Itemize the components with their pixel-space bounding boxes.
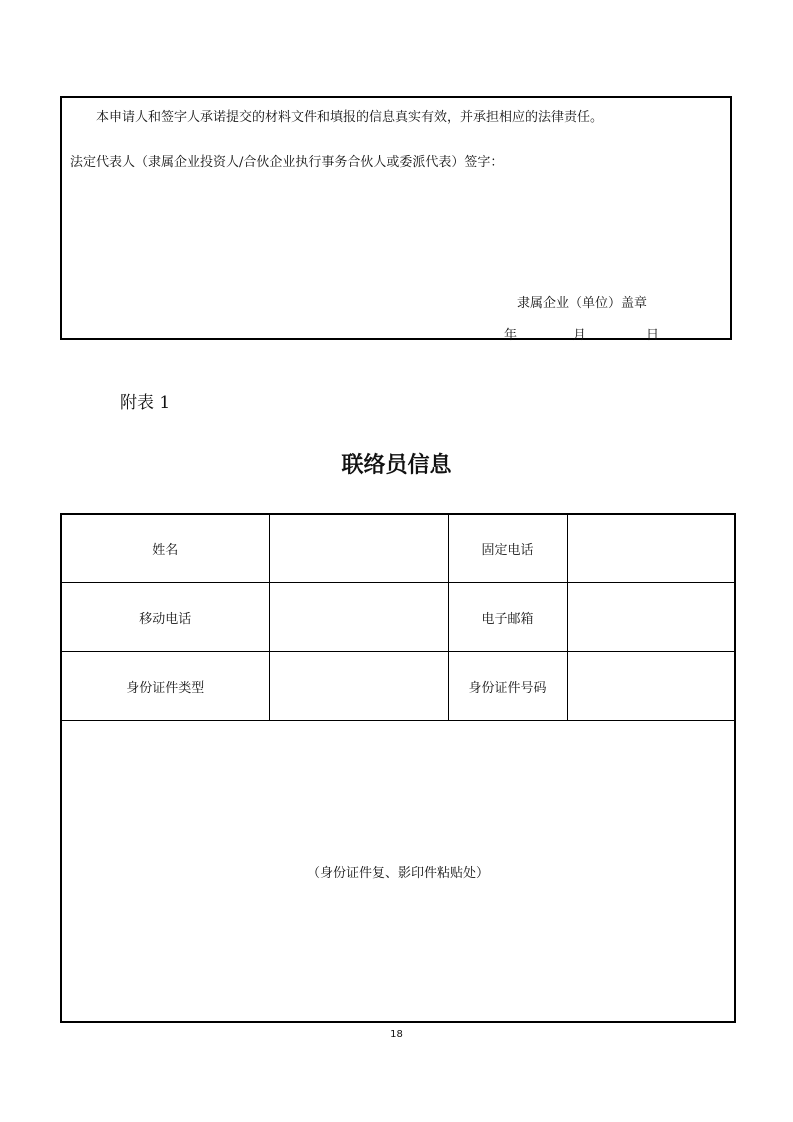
declaration-box: [60, 96, 732, 343]
table-row: [61, 721, 735, 1023]
appendix-label: 附表 1: [120, 393, 171, 413]
id-number-value[interactable]: [567, 652, 735, 721]
date-year-label: 年: [504, 328, 518, 343]
table-row: [61, 652, 735, 721]
form-title: 联络员信息: [341, 453, 452, 478]
id-type-label: 身份证件类型: [61, 652, 269, 721]
landline-label: 固定电话: [448, 514, 567, 583]
name-label: 姓名: [61, 514, 269, 583]
mobile-label: 移动电话: [61, 583, 269, 652]
seal-label: 隶属企业（单位）盖章: [517, 296, 648, 311]
id-copy-paste-area: （身份证件复、影印件粘贴处）: [61, 721, 735, 1023]
declaration-statement: 本申请人和签字人承诺提交的材料文件和填报的信息真实有效，并承担相应的法律责任。: [96, 110, 604, 125]
id-number-label: 身份证件号码: [448, 652, 567, 721]
email-label: 电子邮箱: [448, 583, 567, 652]
name-value[interactable]: [269, 514, 448, 583]
table-row: [61, 583, 735, 652]
date-day-label: 日: [646, 328, 660, 343]
contact-info-table: [60, 513, 736, 1023]
date-month-label: 月: [573, 328, 587, 343]
id-type-value[interactable]: [269, 652, 448, 721]
signature-label: 法定代表人（隶属企业投资人/合伙企业执行事务合伙人或委派代表）签字：: [70, 155, 504, 170]
table-row: [61, 514, 735, 583]
email-value[interactable]: [567, 583, 735, 652]
landline-value[interactable]: [567, 514, 735, 583]
page-number: 18: [390, 1029, 403, 1040]
mobile-value[interactable]: [269, 583, 448, 652]
